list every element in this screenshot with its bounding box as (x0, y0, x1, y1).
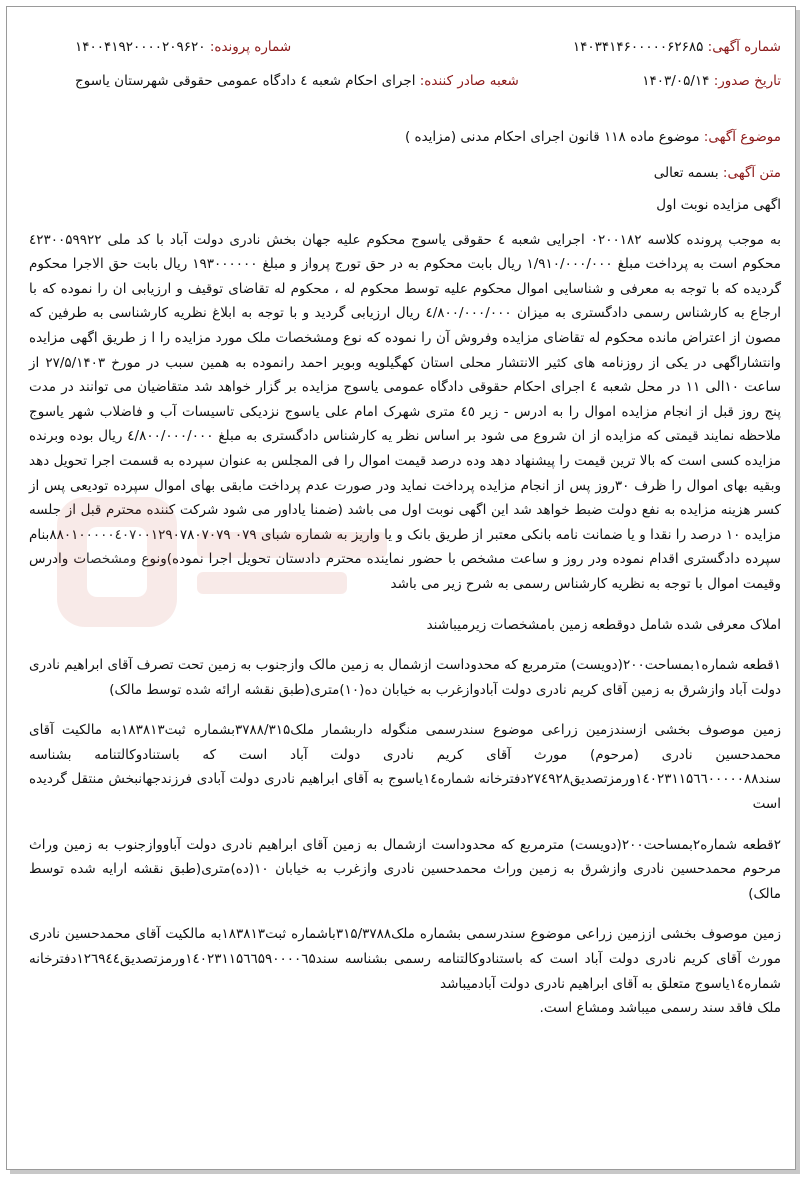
property-1: ۱قطعه شماره۱بمساحت۲۰۰(دویست) مترمربع که محدوداست ازشمال به زمین مالک وازجنوب به زمین تحت تصرف آقای ابراهیم نادری دولت آباد وازشرق به زمین آقای کریم نادری دولت آبادوازغرب به خیابان ده(۱۰)متری(طبق نقشه ارائه شده توسط مالک) (29, 657, 781, 698)
property-1-detail: زمین موصوف بخشی ازسندزمین زراعی موضوع سندرسمی منگوله داربشمار ملک۳۷۸۸/۳۱۵بشماره ثبت۱۸۳۸۱۳به مالکیت آقای محمدحسین نادری (مرحوم) مورث آقای کریم نادری دولت آباد است که باستنادوکالتنامه بشناسه سند۱٤۰۲۳۱۱۵٦٦۰۰۰۰۰۸۸ورمزتصدیق۲۷٤۹۲۸دفترخانه شماره۱٤یاسوج به آقای ابراهیم نادری دولت آبادی فرزندجهانبخش منتقل گردیده است (29, 722, 782, 813)
subject-line (29, 127, 781, 147)
notice-number-value: ۱۴۰۳۴۱۴۶۰۰۰۰۰۶۲۶۸۵ (572, 39, 704, 55)
closing-line: ملک فاقد سند رسمی میباشد ومشاع است. (539, 1000, 781, 1017)
case-number-field (75, 37, 291, 57)
notice-number-field (573, 37, 781, 57)
notice-number-label: شماره آگهی: (707, 39, 781, 55)
notice-text-value: بسمه تعالی (653, 165, 719, 181)
main-paragraph: به موجب پرونده کلاسه ۰۲۰۰۱۸۲ اجرایی شعبه ٤ حقوقی یاسوج محکوم علیه جهان بخش نادری دولت آباد با کد ملی ٤۲۳۰۰۵۹۹۲۲ محکوم است به پرداخت مبلغ ۱/۹۱۰/۰۰۰/۰۰۰ ریال بابت محکوم به در حق تورج پرواز و مبلغ ۱۹۳۰۰۰۰۰۰ ریال بابت حق الاجرا محکوم گردیده که با توجه به معرفی و شناسایی اموال محکوم علیه توسط محکوم له ، محکوم له تقاضای توقیف و ارزیابی ان را نموده که با ارجاع به کارشناس رسمی دادگستری به میزان ٤/۸۰۰/۰۰۰/۰۰۰ ریال ارزیابی گردید و با توجه به ابلاغ نظریه کارشناسی به طرفین که مصون از اعتراض مانده محکوم له تقاضای مزایده وفروش آن را نموده که نوع ومشخصات ملک مورد مزایده را ا ز طریق اگهی مزایده وانتشاراگهی در یکی از روزنامه های کثیر الانتشار محلی استان کهگیلویه وبویر احمد رانموده به همین سبب در مورخ ۲۷/۵/۱۴۰۳ از ساعت ۱۰الی ۱۱ در محل شعبه ٤ اجرای احکام حقوقی دادگاه عمومی یاسوج مزایده بر گزار خواهد شد متقاضیان می توانند در مدت پنج روز قبل از انجام مزایده اموال را به ادرس - زیر ٤٥ متری شهرک امام علی یاسوج نزدیکی تاسیسات آب و فاضلاب شهر یاسوج ملاحظه نمایند قیمتی که مزایده از ان شروع می شود بر اساس نظر یه کارشناس دادگستری به مبلغ ٤/۸۰۰/۰۰۰/۰۰۰ ریال بوده وبرنده مزایده کسی است که بالا ترین قیمت را پیشنهاد دهد وده درصد قیمت اموال را فی المجلس به عنوان سپرده به قسمت اجرا تحویل دهد وبقیه بهای اموال را ظرف ۳۰روز پس از انجام مزایده پرداخت نماید ودر صورت عدم پرداخت مابقی بهای اموال سپرده تودیعی پس از کسر هزینه مزایده به نفع دولت ضبط خواهد شد این اگهی نوبت اول می باشد (ضمنا یاداور می شود شرکت کننده محترم قبل از جلسه مزایده ۱۰ درصد را نقدا و یا ضمانت نامه بانکی معتبر از طریق بانک و یا واریز به شماره شبای ۰۷۹ ۸۸۰۱۰۰۰۰۰٤۰۷۰۰۱۲۹۰۷۸۰۷۰۷۹بنام سپرده دادگستری اقدام نموده ودر روز و ساعت مشخص با حضور نماینده محترم دادستان تحویل اجرا نموده)ونوع ومشخصات وادرس وقیمت اموال با توجه به نظریه کارشناس رسمی به شرح زیر می باشد (29, 231, 782, 592)
issuing-branch-label: شعبه صادر کننده: (419, 73, 519, 89)
header-row-2 (29, 71, 781, 91)
issuing-branch-field (75, 71, 519, 91)
case-number-value: ۱۴۰۰۴۱۹۲۰۰۰۰۲۰۹۶۲۰ (75, 39, 206, 55)
header-row-1 (29, 37, 781, 57)
subject-label: موضوع آگهی: (703, 129, 781, 145)
issuing-branch-value: اجرای احکام شعبه ٤ دادگاه عمومی حقوقی شهرستان یاسوج (75, 73, 416, 89)
issue-date-field (642, 71, 781, 91)
property-intro: املاک معرفی شده شامل دوقطعه زمین بامشخصات زیرمیباشند (426, 616, 781, 633)
body-heading: اگهی مزایده نوبت اول (656, 197, 781, 213)
property-2: ۲قطعه شماره۲بمساحت۲۰۰(دویست) مترمربع که محدوداست ازشمال به زمین آقای ابراهیم نادری دولت آباووازجنوب به زمین وراث مرحوم محمدحسین نادری وازشرق به زمین وراث محمدحسین نادری وازغرب به خیابان ۱۰(ده)متری(طبق نقشه ارایه شده توسط مالک) (29, 836, 781, 902)
issue-date-label: تاریخ صدور: (713, 73, 781, 89)
notice-document (6, 6, 796, 1170)
notice-text-line (29, 163, 781, 183)
property-2-detail: زمین موصوف بخشی اززمین زراعی موضوع سندرسمی بشماره ملک۳۱۵/۳۷۸۸باشماره ثبت۱۸۳۸۱۳به مالکیت آقای محمدحسین نادری مورث آقای کریم نادری دولت آباد است که باستنادوکالتنامه رسمی بشناسه سند۱٤۰۲۳۱۱۵٦٦۵۹۰۰۰۰٦۵ورمزتصدیق۱۲٦۹٤٤دفترخانه شماره۱٤یاسوج متعلق به آقای ابراهیم نادری دولت آبادمیباشد (29, 926, 781, 992)
subject-value: موضوع ماده ۱۱۸ قانون اجرای احکام مدنی (مزایده ) (404, 129, 700, 145)
notice-text-label: متن آگهی: (722, 165, 781, 181)
case-number-label: شماره پرونده: (209, 39, 292, 55)
notice-body (29, 193, 781, 1021)
issue-date-value: ۱۴۰۳/۰۵/۱۴ (642, 73, 710, 89)
